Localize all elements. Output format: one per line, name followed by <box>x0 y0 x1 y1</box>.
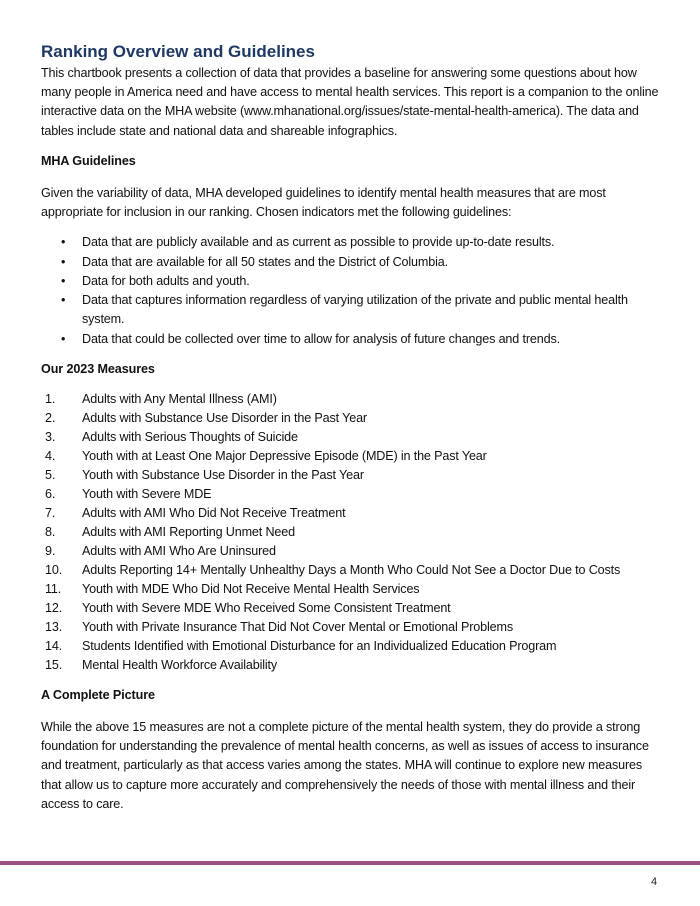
page-number: 4 <box>651 876 658 888</box>
measure-label: Youth with Substance Use Disorder in the Past Year <box>82 468 364 482</box>
measure-number: 5. <box>45 468 56 482</box>
measure-label: Adults with Any Mental Illness (AMI) <box>82 392 277 406</box>
measure-item <box>41 523 661 542</box>
complete-picture-heading: A Complete Picture <box>41 688 155 702</box>
measure-label: Students Identified with Emotional Disturbance for an Individualized Education Program <box>82 639 557 653</box>
measure-label: Youth with Severe MDE Who Received Some Consistent Treatment <box>82 601 451 615</box>
measure-number: 13. <box>45 620 63 634</box>
measure-label: Mental Health Workforce Availability <box>82 658 278 672</box>
measure-item <box>41 656 661 675</box>
measures-list <box>41 390 661 675</box>
measure-item <box>41 542 661 561</box>
guideline-item: • Data that are available for all 50 states and the District of Columbia. <box>41 253 661 272</box>
complete-picture-paragraph: While the above 15 measures are not a complete picture of the mental health system, they do provide a strong foundation for understanding the prevalence of mental health concerns, as well as issues of access to insurance and treatment, particularly as that access varies among the states. MHA will continue to explore new measures that allow us to capture more accurately and comprehensively the needs of those with mental illness and their access to care. <box>41 720 649 811</box>
measure-number: 6. <box>45 487 56 501</box>
measure-item <box>41 485 661 504</box>
measure-item <box>41 637 661 656</box>
measure-item <box>41 390 661 409</box>
intro-paragraph: This chartbook presents a collection of data that provides a baseline for answering some questions about how many people in America need and have access to mental health services. This report is a companion to the online interactive data on the MHA website (www.mhanational.org/issues/state-mental-health-america). The data and tables include state and national data and shareable infographics. <box>41 66 659 138</box>
bullet-icon: • <box>61 331 66 346</box>
measure-item <box>41 409 661 428</box>
footer-divider <box>0 861 700 865</box>
measure-number: 8. <box>45 525 56 539</box>
measure-label: Adults Reporting 14+ Mentally Unhealthy Days a Month Who Could Not See a Doctor Due to Costs <box>82 563 621 577</box>
measure-number: 2. <box>45 411 56 425</box>
measure-item <box>41 599 661 618</box>
guidelines-paragraph: Given the variability of data, MHA developed guidelines to identify mental health measures that are most appropriate for inclusion in our ranking. Chosen indicators met the following guidelines: <box>41 185 606 220</box>
measure-number: 3. <box>45 430 56 444</box>
guideline-item: • Data that are publicly available and as current as possible to provide up-to-date results. <box>41 233 661 252</box>
measure-item <box>41 618 661 637</box>
guideline-item: • Data for both adults and youth. <box>41 272 661 291</box>
measure-number: 10. <box>45 563 63 577</box>
measure-number: 14. <box>45 639 63 653</box>
bullet-icon: • <box>61 293 66 308</box>
measure-label: Adults with AMI Who Did Not Receive Treatment <box>82 506 346 520</box>
measure-number: 11. <box>45 582 62 596</box>
measure-label: Adults with Serious Thoughts of Suicide <box>82 430 298 444</box>
measure-number: 4. <box>45 449 56 463</box>
measure-label: Youth with Severe MDE <box>82 487 212 501</box>
document-page <box>41 40 661 814</box>
bullet-icon: • <box>61 235 66 250</box>
measure-item <box>41 561 661 580</box>
bullet-icon: • <box>61 273 66 288</box>
measure-label: Adults with Substance Use Disorder in the Past Year <box>82 411 367 425</box>
measure-item <box>41 504 661 523</box>
measure-number: 7. <box>45 506 56 520</box>
measure-number: 9. <box>45 544 56 558</box>
measure-label: Adults with AMI Reporting Unmet Need <box>82 525 295 539</box>
measure-item <box>41 466 661 485</box>
guideline-item: • Data that could be collected over time to allow for analysis of future changes and trends. <box>41 330 661 349</box>
page-title: Ranking Overview and Guidelines <box>41 42 315 61</box>
guidelines-list <box>41 233 661 349</box>
measure-item <box>41 447 661 466</box>
measures-heading: Our 2023 Measures <box>41 362 155 376</box>
measure-number: 15. <box>45 658 63 672</box>
measure-label: Youth with Private Insurance That Did Not Cover Mental or Emotional Problems <box>82 620 513 634</box>
guideline-item: • Data that captures information regardless of varying utilization of the private and public mental health system. <box>61 293 628 327</box>
bullet-icon: • <box>61 254 66 269</box>
measure-label: Youth with MDE Who Did Not Receive Mental Health Services <box>82 582 420 596</box>
measure-number: 12. <box>45 601 63 615</box>
measure-number: 1. <box>45 392 56 406</box>
guidelines-heading: MHA Guidelines <box>41 153 136 168</box>
measure-item <box>41 580 661 599</box>
measure-label: Youth with at Least One Major Depressive Episode (MDE) in the Past Year <box>82 449 487 463</box>
measure-item <box>41 428 661 447</box>
measure-label: Adults with AMI Who Are Uninsured <box>82 544 276 558</box>
